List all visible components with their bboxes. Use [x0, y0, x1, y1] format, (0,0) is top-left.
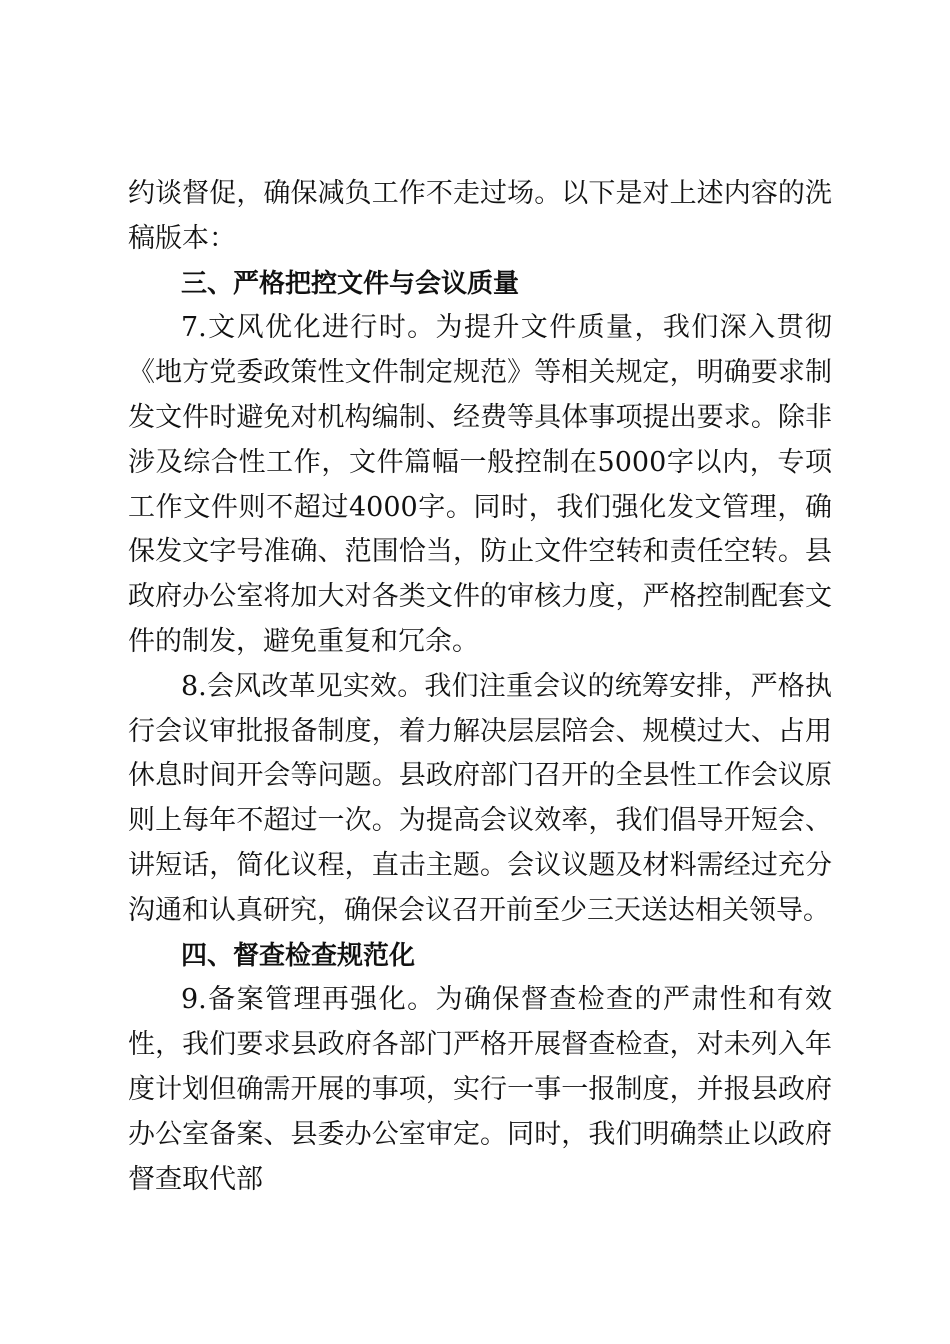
document-body — [128, 172, 832, 1202]
paragraph-9: 9.备案管理再强化。为确保督查检查的严肃性和有效性，我们要求县政府各部门严格开展督查检查，对未列入年度计划但确需开展的事项，实行一事一报制度，并报县政府办公室备案、县委办公室审定。同时，我们明确禁止以政府督查取代部 — [128, 984, 832, 1195]
paragraph-8: 8.会风改革见实效。我们注重会议的统筹安排，严格执行会议审批报备制度，着力解决层层陪会、规模过大、占用休息时间开会等问题。县政府部门召开的全县性工作会议原则上每年不超过一次。为提高会议效率，我们倡导开短会、讲短话，简化议程，直击主题。会议议题及材料需经过充分沟通和认真研究，确保会议召开前至少三天送达相关领导。 — [128, 670, 832, 926]
intro-paragraph: 约谈督促，确保减负工作不走过场。以下是对上述内容的洗稿版本： — [128, 178, 832, 254]
section-heading-3: 三、严格把控文件与会议质量 — [181, 268, 520, 299]
paragraph-7: 7.文风优化进行时。为提升文件质量，我们深入贯彻《地方党委政策性文件制定规范》等相关规定，明确要求制发文件时避免对机构编制、经费等具体事项提出要求。除非涉及综合性工作，文件篇幅一般控制在5000字以内，专项工作文件则不超过4000字。同时，我们强化发文管理，确保发文字号准确、范围恰当，防止文件空转和责任空转。县政府办公室将加大对各类文件的审核力度，严格控制配套文件的制发，避免重复和冗余。 — [128, 312, 832, 657]
section-heading-4: 四、督查检查规范化 — [181, 940, 416, 971]
